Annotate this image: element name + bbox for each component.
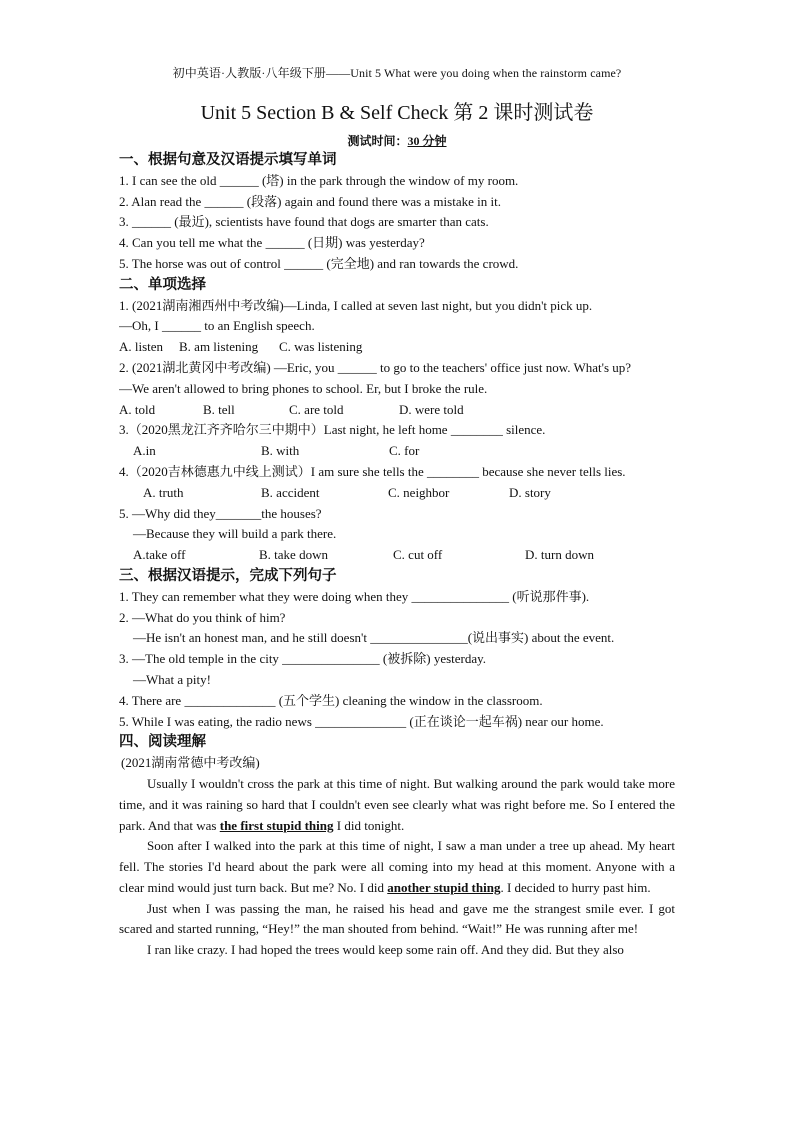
reading-paragraph-3: Just when I was passing the man, he raised his head and gave me the strangest smile ever. I got scared and started running, “Hey!” the man shouted from behind. “Wait!” He was running after me! — [119, 900, 675, 937]
s2-q3: 3.（2020黑龙江齐齐哈尔三中期中）Last night, he left home ________ silence. — [119, 422, 546, 438]
highlight-phrase: the first stupid thing — [219, 817, 334, 833]
page-title: Unit 5 Section B & Self Check 第 2 课时测试卷 — [200, 102, 594, 124]
s2-q5-options — [119, 545, 675, 566]
reading-source: (2021湖南常德中考改编) — [121, 755, 260, 771]
option: A. told — [119, 401, 156, 417]
s3-line-4: 3. —The old temple in the city _______________ (被拆除) yesterday. — [119, 651, 487, 667]
option: D. story — [509, 484, 551, 500]
course-header: 初中英语·人教版·八年级下册——Unit 5 What were you doing when the rainstorm came? — [172, 66, 622, 80]
section-1-heading: 一、根据句意及汉语提示填写单词 — [119, 152, 337, 168]
highlight-phrase: another stupid thing — [387, 879, 501, 895]
option: A.take off — [133, 547, 186, 563]
option: C. are told — [289, 401, 344, 417]
s2-q2: 2. (2021湖北黄冈中考改编) —Eric, you ______ to go to the teachers' office just now. What's up? — [119, 359, 632, 375]
s1-item-1: 1. I can see the old ______ (塔) in the park through the window of my room. — [119, 172, 519, 188]
option: B. with — [261, 443, 300, 459]
s2-q3-options — [119, 441, 675, 462]
s2-q4: 4.（2020吉林德惠九中线上测试）I am sure she tells the ________ because she never tells lies. — [119, 463, 626, 479]
s2-q5: 5. —Why did they_______the houses? — [119, 505, 322, 521]
option: A. truth — [143, 484, 184, 500]
s2-q1-line2: —Oh, I ______ to an English speech. — [119, 318, 315, 334]
s1-item-3: 3. ______ (最近), scientists have found that dogs are smarter than cats. — [119, 214, 489, 230]
time-label: 测试时间： — [347, 134, 408, 148]
option: C. for — [389, 443, 420, 459]
s2-q2-options — [119, 400, 675, 421]
reading-paragraph-4: I ran like crazy. I had hoped the trees would keep some rain off. And they did. But they also — [147, 942, 624, 958]
section-2-heading: 二、单项选择 — [119, 276, 206, 293]
s1-item-5: 5. The horse was out of control ______ (完全地) and ran towards the crowd. — [119, 255, 519, 271]
s3-line-7: 5. While I was eating, the radio news ______________ (正在谈论一起车祸) near our home. — [119, 713, 604, 729]
s3-line-1: 1. They can remember what they were doing when they _______________ (听说那件事). — [119, 588, 590, 604]
s2-q1: 1. (2021湖南湘西州中考改编)—Linda, I called at seven last night, but you didn't pick up. — [119, 297, 593, 313]
s2-q4-options — [119, 483, 675, 504]
s1-item-2: 2. Alan read the ______ (段落) again and found there was a mistake in it. — [119, 193, 501, 209]
section-3-heading: 三、根据汉语提示，完成下列句子 — [119, 567, 337, 584]
option: D. were told — [399, 401, 464, 417]
test-time — [0, 132, 794, 149]
s2-q2-line2: —We aren't allowed to bring phones to school. Er, but I broke the rule. — [119, 380, 488, 396]
s3-line-3: —He isn't an honest man, and he still doesn't _______________(说出事实) about the event. — [133, 630, 615, 646]
reading-paragraph-2: Soon after I walked into the park at this time of night, I saw a man under a tree up ahead. My heart fell. The stories I'd heard about the park were all coming into my head at this moment. Anyone with a clear mind would just turn back. But me? No. I did another stupid thing. I decided to hurry past him. — [119, 838, 675, 895]
option: D. turn down — [525, 547, 594, 563]
reading-paragraph-1: Usually I wouldn't cross the park at this time of night. But walking around the park would take more time, and it was raining so hard that I couldn't even see clearly what was right before me. So I entered the park. And that was the first stupid thing I did tonight. — [119, 775, 675, 833]
section-4-heading: 四、阅读理解 — [119, 734, 206, 751]
option: C. neighbor — [388, 484, 450, 500]
s1-item-4: 4. Can you tell me what the ______ (日期) was yesterday? — [119, 235, 425, 251]
time-value: 30 分钟 — [407, 134, 447, 148]
option: A.in — [133, 443, 156, 459]
s3-line-6: 4. There are ______________ (五个学生) cleaning the window in the classroom. — [119, 692, 543, 708]
s2-q5-line2: —Because they will build a park there. — [133, 526, 337, 542]
option: B. am listening — [179, 339, 259, 355]
exam-body — [119, 150, 675, 961]
option: A. listen — [119, 339, 164, 355]
s3-line-5: —What a pity! — [133, 671, 211, 687]
option: C. was listening — [279, 339, 363, 355]
s2-q1-options — [119, 337, 675, 358]
option: B. take down — [259, 547, 328, 563]
option: B. tell — [203, 401, 235, 417]
option: B. accident — [261, 484, 320, 500]
s3-line-2: 2. —What do you think of him? — [119, 609, 286, 625]
option: C. cut off — [393, 547, 443, 563]
